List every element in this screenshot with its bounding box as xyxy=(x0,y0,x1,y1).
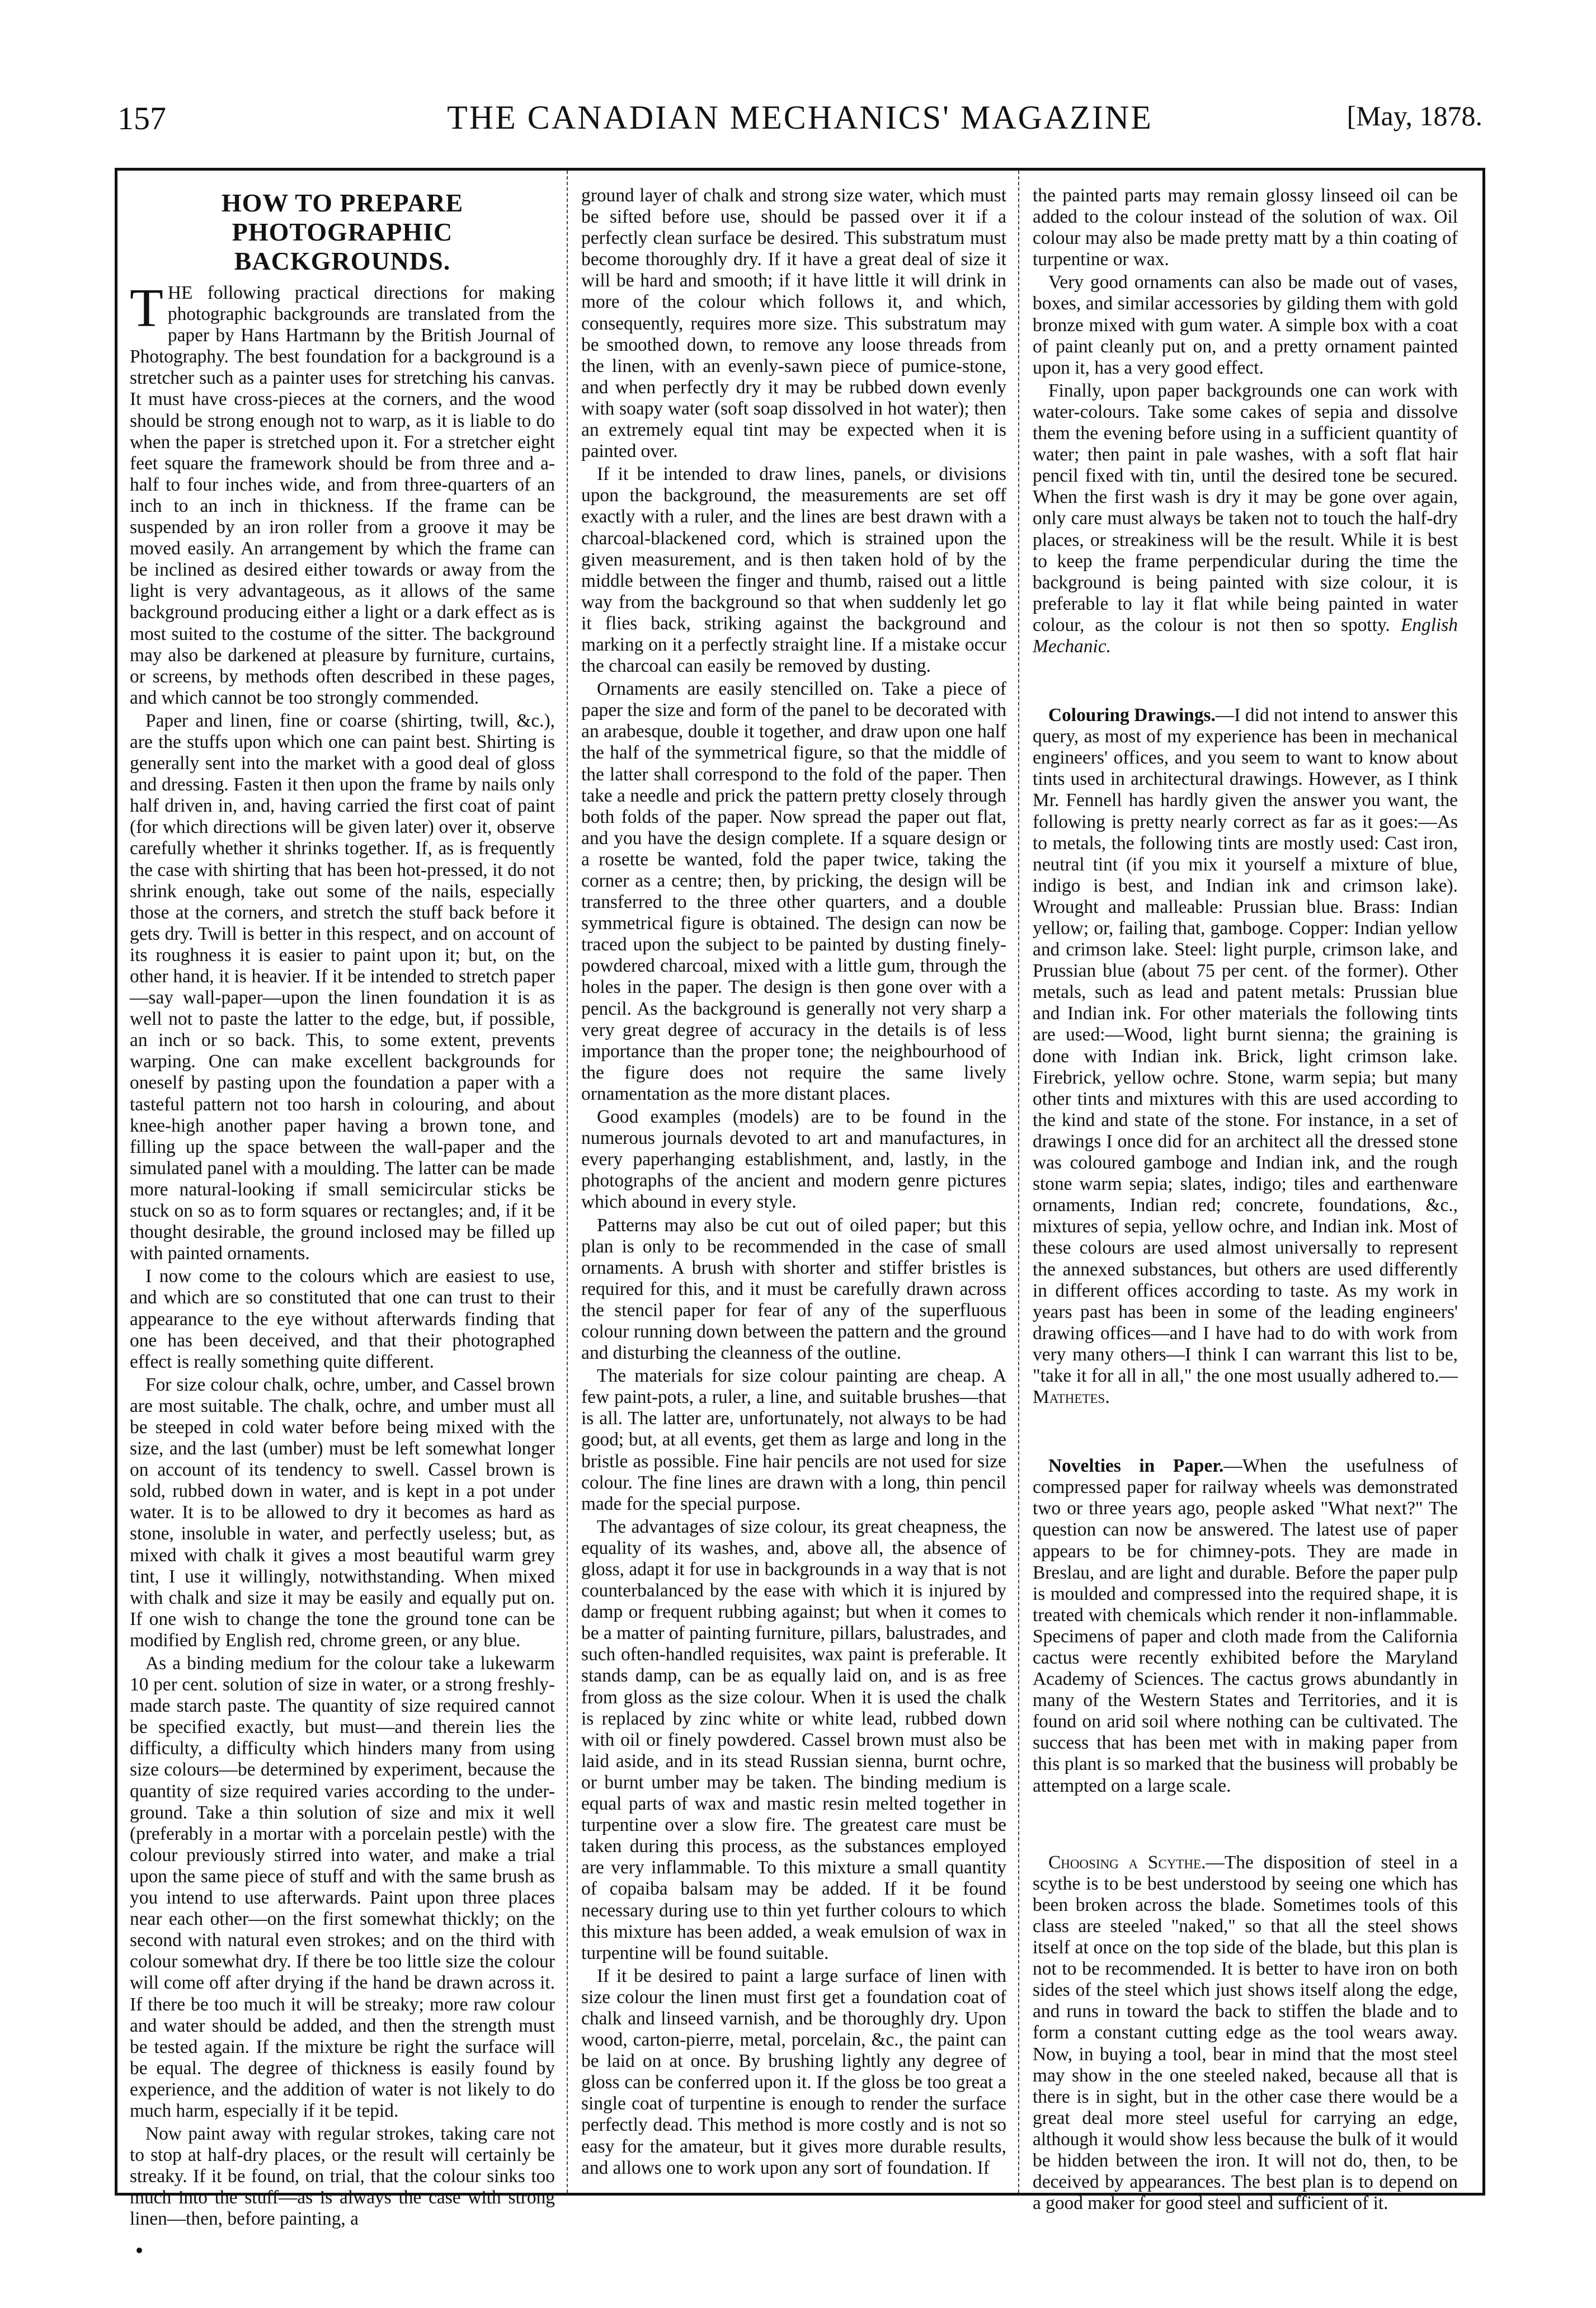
column-1 xyxy=(130,185,555,2230)
paragraph: Good examples (models) are to be found in the numerous journals devoted to art and manufactures, in every paperhanging establishment, and, lastly, in the photographs of the ancient and modern genre pictures which abound in every style. xyxy=(581,1106,1006,1213)
paragraph: If it be desired to paint a large surface of linen with size colour the linen must first get a foundation coat of chalk and linseed varnish, and be thoroughly dry. Upon wood, carton-pierre, metal, porcelain, &c., the paint can be laid on at once. By brushing lightly any degree of gloss can be conferred upon it. If the gloss be too great a single coat of turpentine is enough to render the surface perfectly dead. This method is more costly and is not so easy for the amateur, but it gives more durable results, and allows one to work upon any sort of foundation. If xyxy=(581,1965,1006,2178)
note-heading: Choosing a Scythe. xyxy=(1048,1852,1206,1873)
paragraph: Now paint away with regular strokes, taking care not to stop at half-dry places, or the result will certainly be streaky. If it be found, on trial, that the colour sinks too much into the stuff—as is always the case with strong linen—then, before painting, a xyxy=(130,2123,555,2230)
page-header xyxy=(117,94,1482,148)
spacer xyxy=(1033,1410,1458,1456)
column-rule xyxy=(1018,171,1019,2193)
page-number: 157 xyxy=(117,100,166,136)
signature: —Mathetes. xyxy=(1033,1365,1458,1408)
paragraph: the painted parts may remain glossy linseed oil can be added to the colour instead of the solution of wax. Oil colour may also be made pretty matt by a thin coating of turpentine or wax. xyxy=(1033,185,1458,270)
issue-date: [May, 1878. xyxy=(1347,100,1482,131)
novelties-paper-note: Novelties in Paper.—When the usefulness of compressed paper for railway wheels was demonstrated two or three years ago, people asked "What next?" The question can now be answered. The latest use of paper appears to be for chimney-pots. They are made in Breslau, and are light and durable. Before the paper pulp is moulded and compressed into the required shape, it is treated with chemicals which render it non-inflammable. Specimens of paper and cloth made from the California cactus were recently exhibited before the Maryland Academy of Sciences. The cactus grows abundantly in many of the Western States and Territories, and it is found on arid soil where nothing can be cultivated. The success that has been met with in making paper from this plant is so marked that the business will probably be attempted on a large scale. xyxy=(1033,1456,1458,1796)
paragraph: THE following practical directions for making photographic backgrounds are translated from the paper by Hans Hartmann by the British Journal of Photography. The best foundation for a background is a stretcher such as a painter uses for stretching his canvas. It must have cross-pieces at the corners, and the wood should be strong enough not to warp, as it is liable to do when the paper is stretched upon it. For a stretcher eight feet square the framework should be from three and a-half to four inches wide, and from three-quarters of an inch to an inch in thickness. If the frame can be suspended by an iron roller from a groove it may be moved easily. An arrangement by which the frame can be inclined as desired either towards or away from the light is very advantageous, as it allows of the same background producing either a light or a dark effect as is most suited to the costume of the sitter. The background may also be darkened at pleasure by furniture, curtains, or screens, by methods often described in these pages, and which cannot be too strongly commended. xyxy=(130,278,555,708)
source-credit: English Mechanic. xyxy=(1033,614,1458,657)
paragraph: Paper and linen, fine or coarse (shirting, twill, &c.), are the stuffs upon which one can paint best. Shirting is generally sent into the market with a good deal of gloss and dressing. Fasten it then upon the frame by nails only half driven in, and, having carried the first coat of paint (for which directions will be given later) over it, observe carefully whether it shrinks together. If, as is frequently the case with shirting that has been hot-pressed, it do not shrink enough, take out some of the nails, especially those at the corners, and stretch the stuff back before it gets dry. Twill is better in this respect, and on account of its roughness it is easier to paint upon it; but, on the other hand, it is heavier. If it be intended to stretch paper—say wall-paper—upon the linen foundation it is as well not to paste the latter to the edge, but, if possible, an inch or so back. This, to some extent, prevents warping. One can make excellent backgrounds for oneself by pasting upon the foundation a paper with a tasteful pattern not too harsh in colouring, and about knee-high another paper having a brown tone, and filling up the space between the wall-paper and the simulated panel with a moulding. The latter can be made more natural-looking if small semicircular sticks be stuck on so as to form squares or rectangles; and, if it be thought desirable, the ground inclosed may be filled up with painted ornaments. xyxy=(130,710,555,1264)
column-rule xyxy=(567,171,568,2193)
choosing-scythe-note: Choosing a Scythe.—The disposition of steel in a scythe is to be best understood by seeing one which has been broken across the blade. Sometimes tools of this class are steeled "naked," so that all the steel shows itself at once on the top side of the blade, but this plan is not to be recommended. It is better to have iron on both sides of the steel which just shows itself along the edge, and runs in toward the back to stiffen the blade and to form a constant cutting edge as the tool wears away. Now, in buying a tool, bear in mind that the most steel may show in the one steeled naked, because all that is there is in sight, but in the other case there would be a great deal more steel useful for carrying an edge, although it would show less because the bulk of it would be hidden between the iron. It will not do, then, to be deceived by appearances. The best plan is to depend on a good maker for good steel and sufficient of it. xyxy=(1033,1852,1458,2214)
spacer xyxy=(1033,659,1458,705)
drop-cap: T xyxy=(130,278,163,338)
magazine-title: THE CANADIAN MECHANICS' MAGAZINE xyxy=(447,99,1153,136)
paragraph: ground layer of chalk and strong size water, which must be sifted before use, should be passed over it if a perfectly clean surface be desired. This substratum must become thoroughly dry. If it have a great deal of size it will be hard and smooth; if it have little it will drink in more of the colour which follows it, and which, consequently, requires more size. This substratum may be smoothed down, to remove any loose threads from the linen, with an evenly-sawn piece of pumice-stone, and when perfectly dry it may be rubbed down evenly with soapy water (soft soap dissolved in hot water); then an extremely equal tint may be expected when it is painted over. xyxy=(581,185,1006,462)
page-frame xyxy=(115,168,1485,2230)
column-2 xyxy=(581,185,1006,2182)
paragraph: For size colour chalk, ochre, umber, and Cassel brown are most suitable. The chalk, ochre, and umber must all be steeped in cold water before being mixed with the size, and the last (umber) must be left somewhat longer on account of its tendency to swell. Cassel brown is sold, rubbed down in water, and is kept in a pot under water. It is to be allowed to dry it becomes as hard as stone, insoluble in water, and perfectly useless; but, as mixed with chalk it gives a most beautiful warm grey tint, I use it willingly, notwithstanding. When mixed with chalk and size it may be easily and equally put on. If one wish to change the tone the ground tone can be modified by English red, chrome green, or any blue. xyxy=(130,1374,555,1651)
note-heading: Colouring Drawings. xyxy=(1048,705,1216,726)
column-3 xyxy=(1033,185,1458,2214)
paragraph: The advantages of size colour, its great cheapness, the equality of its washes, and, above all, the absence of gloss, adapt it for use in backgrounds in a way that is not counterbalanced by the ease with which it is injured by damp or frequent rubbing against; but when it comes to be a matter of painting furniture, pillars, balustrades, and such often-handled requisites, wax paint is preferable. It stands damp, can be as equally laid on, and is as free from gloss as the size colour. When it is used the chalk is replaced by zinc white or white lead, rubbed down with oil or finely powdered. Cassel brown must also be laid aside, and in its stead Russian sienna, burnt ochre, or burnt umber may be taken. The binding medium is equal parts of wax and mastic resin melted together in turpentine over a slow fire. The greatest care must be taken during this process, as the substances employed are very inflammable. To this mixture a small quantity of copaiba balsam may be added. If it be found necessary during use to thin yet further colours to which this mixture has been added, a weak emulsion of wax in turpentine will be found suitable. xyxy=(581,1516,1006,1963)
paragraph: As a binding medium for the colour take a lukewarm 10 per cent. solution of size in water, or a strong freshly-made starch paste. The quantity of size required cannot be specified exactly, but must—and therein lies the difficulty, a difficulty which hinders many from using size colours—be determined by experiment, because the quantity of size required varies according to the under-ground. Take a thin solution of size and mix it well (preferably in a mortar with a porcelain pestle) with the colour previously stirred into water, and make a trial upon the same piece of stuff and with the same brush as you intend to use afterwards. Paint upon three places near each other—on the first somewhat thickly; on the second with natural even strokes; and on the third with colour somewhat dry. If there be too little size the colour will come off after drying if the hand be drawn across it. If there be too much it will be streaky; more raw colour and water should be added, and then the strength must be tested again. If the mixture be right the surface will be equal. The degree of thickness is easily found by experience, and the addition of water is not likely to do much harm, especially if it be tepid. xyxy=(130,1653,555,2121)
paragraph: If it be intended to draw lines, panels, or divisions upon the background, the measurements are set off exactly with a ruler, and the lines are best drawn with a charcoal-blackened cord, which is strained upon the given measurement, and is then taken hold of by the middle between the finger and thumb, raised out a little way from the background so that when suddenly let go it flies back, striking against the background and marking on it a perfectly straight line. If a mistake occur the charcoal can easily be removed by dusting. xyxy=(581,464,1006,677)
paragraph: Very good ornaments can also be made out of vases, boxes, and similar accessories by gilding them with gold bronze mixed with gum water. A simple box with a coat of paint cleanly put on, and a pretty ornament painted upon it, has a very good effect. xyxy=(1033,272,1458,378)
paragraph: I now come to the colours which are easiest to use, and which are so constituted that one can trust to their appearance to the eye without afterwards finding that one has been deceived, and that their photographed effect is really something quite different. xyxy=(130,1266,555,1372)
paragraph: Ornaments are easily stencilled on. Take a piece of paper the size and form of the panel to be decorated with an arabesque, double it together, and draw upon one half the half of the symmetrical figure, so that the middle of the latter shall correspond to the fold of the paper. Then take a needle and prick the pattern pretty closely through both folds of the paper. Now spread the paper out flat, and you have the design complete. If a square design or a rosette be wanted, fold the paper twice, taking the corner as a centre; then, by pricking, the design will be transferred to the three other quarters, and a double symmetrical figure is obtained. The design can now be traced upon the subject to be painted by dusting finely-powdered charcoal, mixed with a little gum, through the holes in the paper. The design is then gone over with a pencil. As the background is generally not very sharp a very great degree of accuracy in the details is of less importance than the proper tone; the neighbourhood of the figure does not require the same lively ornamentation as the more distant places. xyxy=(581,679,1006,1104)
note-heading: Novelties in Paper. xyxy=(1048,1456,1224,1477)
colouring-drawings-note: Colouring Drawings.—I did not intend to answer this query, as most of my experience has been in mechanical engineers' offices, and you seem to want to know about tints used in architectural drawings. However, as I think Mr. Fennell has hardly given the answer you want, the following is pretty nearly correct as far as it goes:—As to metals, the following tints are mostly used: Cast iron, neutral tint (if you mix it yourself a mixture of blue, indigo is best, and Indian ink and crimson lake). Wrought and malleable: Prussian blue. Brass: Indian yellow; or, failing that, gamboge. Copper: Indian yellow and crimson lake. Steel: light purple, crimson lake, and Prussian blue (about 75 per cent. of the former). Other metals, such as lead and patent metals: Prussian blue and Indian ink. For other materials the following tints are used:—Wood, light burnt sienna; the graining is done with Indian ink. Brick, light crimson lake. Firebrick, yellow ochre. Stone, warm sepia; but many other tints and mixtures with this are used according to the kind and state of the stone. For instance, in a set of drawings I once did for an architect all the dressed stone was coloured gamboge and Indian ink, and the rough stone warm sepia; slates, indigo; tiles and earthenware ornaments, Indian red; concrete, foundations, &c., mixtures of sepia, yellow ochre, and Indian ink. Most of these colours are used almost universally to represent the annexed substances, but others are used differently in different offices according to taste. As my work in years past has been in some of the leading engineers' drawing offices—and I have had to do with work from very many others—I think I can warrant this list to be, "take it for all in all," the one most usually adhered to.—Mathetes. xyxy=(1033,705,1458,1408)
paragraph: Finally, upon paper backgrounds one can work with water-colours. Take some cakes of sepia and dissolve them the evening before using in a sufficient quantity of water; then paint in pale washes, with a soft flat hair pencil fixed with tin, until the desired tone be secured. When the first wash is dry it may be gone over again, only care must always be taken not to touch the half-dry places, or streakiness will be the result. While it is best to keep the frame perpendicular during the time the background is being painted with size colour, it is preferable to lay it flat while being painted in water colour, as the colour is not then so spotty. English Mechanic. xyxy=(1033,380,1458,657)
article-title: HOW TO PREPARE PHOTOGRAPHIC BACKGROUNDS. xyxy=(221,189,464,275)
paragraph: Patterns may also be cut out of oiled paper; but this plan is only to be recommended in the case of small ornaments. A brush with shorter and stiffer bristles is required for this, and it must be carefully drawn across the stencil paper for fear of any of the superfluous colour running down between the pattern and the ground and disturbing the cleanness of the outline. xyxy=(581,1214,1006,1364)
ink-dot xyxy=(136,2248,142,2253)
paragraph: The materials for size colour painting are cheap. A few paint-pots, a ruler, a line, and suitable brushes—that is all. The latter are, unfortunately, not always to be had good; but, at all events, get them as large and long in the bristle as possible. Fine hair pencils are not used for size colour. The fine lines are drawn with a long, thin pencil made for the special purpose. xyxy=(581,1365,1006,1514)
spacer xyxy=(1033,1798,1458,1852)
